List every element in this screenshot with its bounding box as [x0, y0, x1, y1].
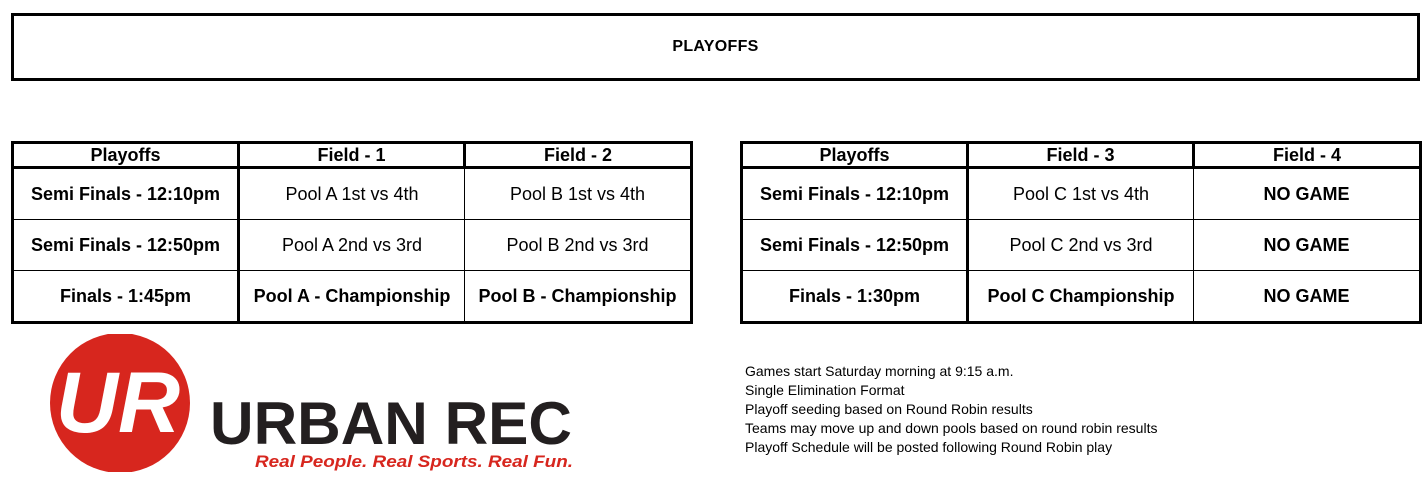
- header-cell: Field - 3: [968, 143, 1194, 168]
- matchup-cell: Pool A 2nd vs 3rd: [239, 220, 465, 271]
- matchup-cell: Pool B 2nd vs 3rd: [465, 220, 692, 271]
- header-cell: Field - 4: [1194, 143, 1421, 168]
- header-cell: Field - 1: [239, 143, 465, 168]
- time-slot-cell: Semi Finals - 12:10pm: [13, 168, 239, 220]
- urban-rec-logo: [48, 334, 576, 472]
- matchup-cell: NO GAME: [1194, 271, 1421, 323]
- matchup-cell: Pool B 1st vs 4th: [465, 168, 692, 220]
- table-row: [742, 220, 1421, 271]
- matchup-cell: Pool C Championship: [968, 271, 1194, 323]
- time-slot-cell: Semi Finals - 12:50pm: [13, 220, 239, 271]
- schedule-table-right: [740, 141, 1422, 324]
- table-row: [13, 271, 692, 323]
- logo-monogram: UR: [55, 355, 181, 451]
- matchup-cell: Pool C 1st vs 4th: [968, 168, 1194, 220]
- logo-brand: URBAN REC: [210, 390, 572, 457]
- note-line: Playoff seeding based on Round Robin results: [745, 401, 1033, 417]
- time-slot-cell: Semi Finals - 12:10pm: [742, 168, 968, 220]
- table-row: [13, 168, 692, 220]
- header-cell: Field - 2: [465, 143, 692, 168]
- time-slot-cell: Finals - 1:45pm: [13, 271, 239, 323]
- page-title: PLAYOFFS: [672, 38, 759, 55]
- table-header-row: [742, 143, 1421, 168]
- table-header-row: [13, 143, 692, 168]
- matchup-cell: Pool B - Championship: [465, 271, 692, 323]
- title-banner: [11, 13, 1420, 81]
- table-row: [742, 168, 1421, 220]
- note-line: Single Elimination Format: [745, 382, 905, 398]
- matchup-cell: Pool A 1st vs 4th: [239, 168, 465, 220]
- matchup-cell: Pool C 2nd vs 3rd: [968, 220, 1194, 271]
- header-cell: Playoffs: [742, 143, 968, 168]
- matchup-cell: NO GAME: [1194, 168, 1421, 220]
- note-line: Playoff Schedule will be posted following Round Robin play: [745, 439, 1113, 455]
- notes-block: [745, 362, 1157, 457]
- table-row: [13, 220, 692, 271]
- table-row: [742, 271, 1421, 323]
- note-line: Teams may move up and down pools based on round robin results: [745, 420, 1158, 436]
- note-line: Games start Saturday morning at 9:15 a.m.: [745, 363, 1014, 379]
- time-slot-cell: Semi Finals - 12:50pm: [742, 220, 968, 271]
- matchup-cell: Pool A - Championship: [239, 271, 465, 323]
- matchup-cell: NO GAME: [1194, 220, 1421, 271]
- header-cell: Playoffs: [13, 143, 239, 168]
- logo-tagline: Real People. Real Sports. Real Fun.: [255, 453, 573, 471]
- schedule-table-left: [11, 141, 693, 324]
- time-slot-cell: Finals - 1:30pm: [742, 271, 968, 323]
- urban-rec-logo-graphic: [48, 334, 576, 472]
